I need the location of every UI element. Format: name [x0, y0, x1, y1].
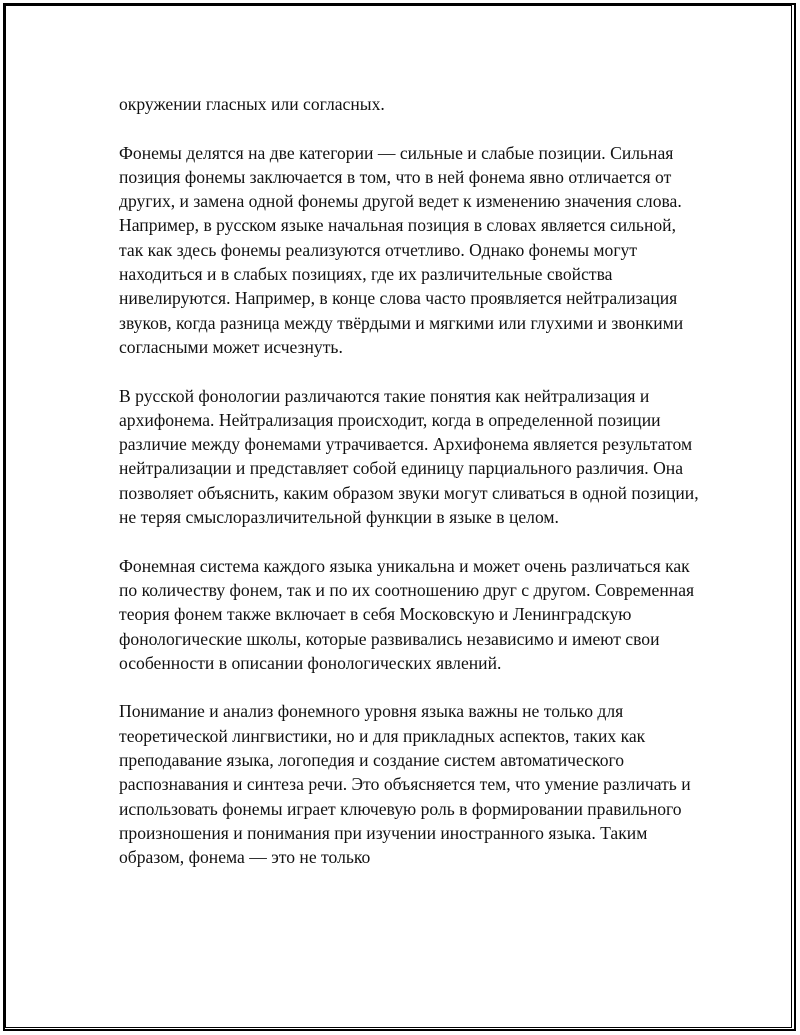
- paragraph-4: Фонемная система каждого языка уникальна и может очень различаться как по количеству фонем, так и по их соотношению друг с другом. Современная теория фонем также включает в себя Московскую и Ленинградскую фонологические школы, которые развивались независимо и имеют свои особенности в описании фонологических явлений.: [119, 555, 695, 673]
- paragraph-3: В русской фонологии различаются такие понятия как нейтрализация и архифонема. Нейтрализация происходит, когда в определенной позиции различие между фонемами утрачивается. Архифонема является результатом нейтрализации и представляет собой единицу парциального различия. Она позволяет объяснить, каким образом звуки могут сливаться в одной позиции, не теряя смыслоразличительной функции в языке в целом.: [119, 385, 699, 528]
- paragraph-5: Понимание и анализ фонемного уровня языка важны не только для теоретической лингвистики, но и для прикладных аспектов, таких как преподавание языка, логопедия и создание систем автоматического распознавания и синтеза речи. Это объясняется тем, что умение различать и использовать фонемы играет ключевую роль в формировании правильного произношения и понимания при изучении иностранного языка. Таким образом, фонема — это не только: [119, 701, 691, 868]
- paragraph-1: окружении гласных или согласных.: [119, 94, 385, 114]
- paragraph-2: Фонемы делятся на две категории — сильные и слабые позиции. Сильная позиция фонемы заключается в том, что в ней фонема явно отличается от других, и замена одной фонемы другой ведет к изменению значения слова. Например, в русском языке начальная позиция в словах является сильной, так как здесь фонемы реализуются отчетливо. Однако фонемы могут находиться и в слабых позициях, где их различительные свойства нивелируются. Например, в конце слова часто проявляется нейтрализация звуков, когда разница между твёрдыми и мягкими или глухими и звонкими согласными может исчезнуть.: [119, 142, 684, 357]
- document-body: [119, 92, 699, 870]
